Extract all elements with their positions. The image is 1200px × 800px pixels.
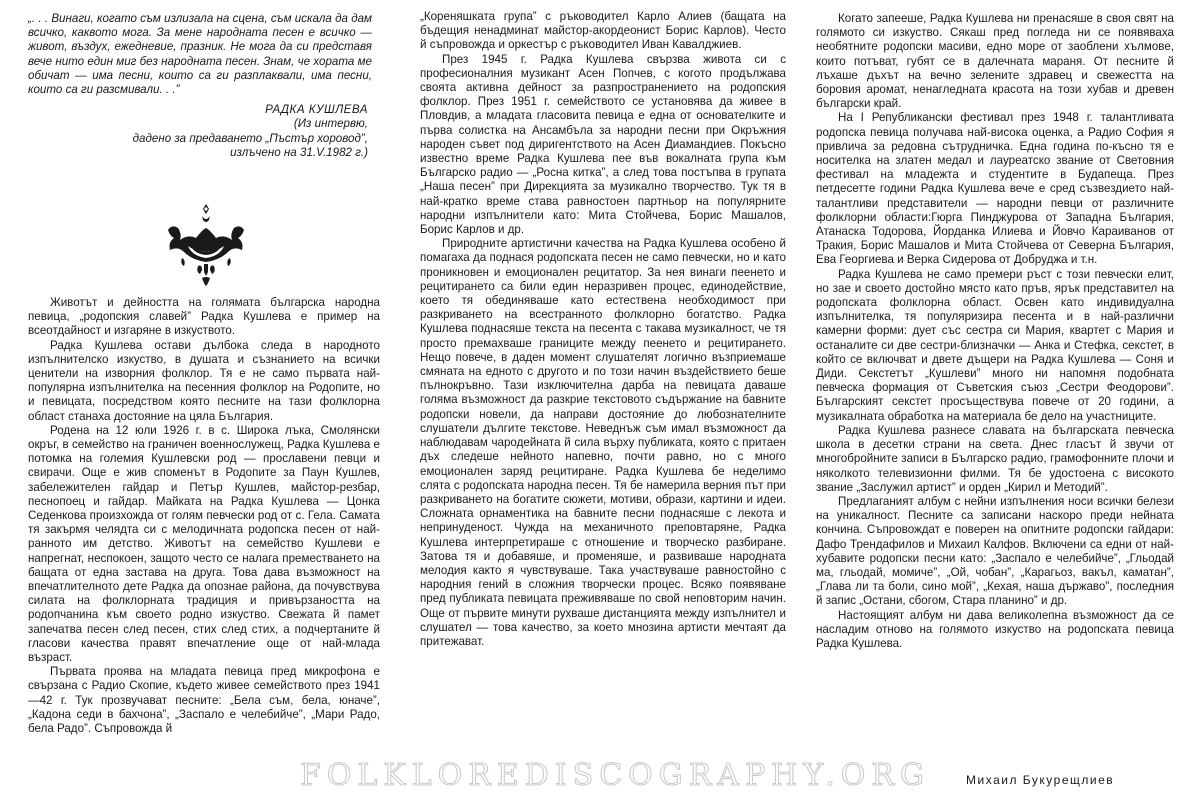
body-paragraph: Родена на 12 юли 1926 г. в с. Широка лъка, Смолянски окръг, в семейство на граничен военнослужещ, Радка Кушлева е потомка на големия Кушлевски род — прославени певци и свирачи. Още е жив споменът в Родопите за Паун Кушлев, забележителен гайдар и Петър Кушлев, майстор-резбар, песнопоец и гайдар. Майката на Радка Кушлева — Цонка Седенкова произхожда от голям певчески род от с. Гела. Самата тя закърмя челядта си с мелодичната родопска песен от най-ранното им детство. Животът на семейство Кушлеви е напрегнат, неспокоен, защото често се налага преместването на бащата от една застава на друга. Това дава възможност на впечатлителното дете Радка да опознае района, да почувствува силата на фолклорната традиция и привързаността на родопчанина към своето родно изкуство. Свежата й памет запечатва песен след песен, стих след стих, а подчертаните й гласови качества правят впечатление още от най-млада възраст.: [28, 423, 380, 665]
epigraph-source-line: (Из интервю,: [293, 117, 368, 131]
epigraph-text: „. . . Винаги, когато съм излизала на сцена, съм искала да дам всичко, каквото мога. За мене народната песен е всичко — живот, въздух, ежедневие, празник. Не мога да си представя вече нито един миг без народната песен. Знам, че хората ме обичат — има песни, които са ги разплаквали, има песни, които са ги разсмивали. . .”: [28, 12, 372, 97]
epigraph-attribution: [28, 103, 368, 160]
epigraph-author: РАДКА КУШЛЕВА: [265, 103, 368, 117]
body-paragraph: Когато запееше, Радка Кушлева ни пренасяше в своя свят на голямото си изкуство. Сякаш пред погледа ни се появяваха необятните родопски масиви, едно море от заоблени хълмове, които потъват, губят се в далечната мараня. От песните й лъхаше дъхът на вечно зелените здравец и свежестта на боровия аромат, ненагледната красота на този хубав и древен български край.: [816, 12, 1174, 111]
body-paragraph: Природните артистични качества на Радка Кушлева особено й помагаха да поднася родопската песен не само певчески, но и като проникновен и емоционален рецитатор. За нея винаги пеенето и рецитирането са били един неразривен процес, единодействие, което тя обединяваше като естествена необходимост при разкриването на всестранното фолклорно богатство. Радка Кушлева поднасяше текста на песента с такава музикалност, че тя просто премахваше границите между пеенето и рецитирането. Нещо повече, в даден момент слушателят логично възприемаше смяната на едното с другото и по този начин въздействието беше пълнокръвно. Тази изключителна дарба на певицата даваше голяма възможност да разкрие текстовото съдържание на бавните родопски новели, да направи достояние до любознателните слушатели дългите текстове. Неведнъж съм имал възможност да наблюдавам чародейната й сила върху публиката, която с притаен дъх следеше нейното напевно, почти равно, но с много емоционален заряд рецитиране. Радка Кушлева бе неделимо слята с родопската народна песен. Тя бе намерила верния път при разкриването на богатите сюжети, мотиви, образи, картини и идеи. Сложната орнаментика на бавните песни поднасяше с лекота и непринуденост. Чужда на механичното преповтаряне, Радка Кушлева интерпретираше с отношение и творческо разбиране. Затова тя и добавяше, и променяше, и развиваше народната мелодия както я чувствуваше. Така участвуваше равностойно с народния гений в сложния творчески процес. Всяко появяване пред публиката певицата преживяваше по свой неповторим начин. Още от първите минути рухваше дистанцията между изпълнител и слушател — това качество, за което мнозина артисти мечтаят да притежават.: [420, 237, 786, 648]
left-body: [28, 296, 380, 736]
body-paragraph: Първата проява на младата певица пред микрофона е свързана с Радио Скопие, където живее семейството през 1941—42 г. Тук прозвучават песните: „Бела съм, бела, юначе”, „Кадона седи в бахчона”, „Заспало е челебийче”, „Мари Радо, бела Радо”. Съпровожда й: [28, 665, 380, 736]
body-paragraph: Настоящият албум ни дава великолепна възможност да се насладим отново на голямото изкуство на родопската певица Радка Кушлева.: [816, 608, 1174, 650]
author-signature: Михаил Букурещлиев: [966, 773, 1115, 787]
body-paragraph: Радка Кушлева разнесе славата на българската певческа школа в десетки страни на света. Днес гласът й звучи от многобройните записи в Българско радио, грамофонните плочи и няколкото телевизионни филми. Тя бе удостоена с високото звание „Заслужил артист” и орден „Кирил и Методий”.: [816, 423, 1174, 494]
site-watermark: FOLKLOREDISCOGRAPHY.ORG: [300, 758, 930, 793]
left-column: [28, 12, 380, 160]
body-paragraph: През 1945 г. Радка Кушлева свързва живота си с професионалния музикант Асен Попчев, с когото продължава своята активна дейност за разпространението на родопския фолклор. През 1951 г. семейството се установява да живее в Пловдив, а младата гласовита певица е една от основателките и първа солистка на Ансамбъла за народни песни при Окръжния народен съвет под диригентството на Асен Диамандиев. Покъсно известно време Радка Кушлева пее във вокалната група към Българско радио — „Росна китка”, а след това постъпва в групата „Наша песен” при Дирекцията за музикално творчество. Тук тя в най-кратко време става равностоен партньор на популярните народни изпълнители като: Мита Стойчева, Борис Машалов, Борис Карлов и др.: [420, 52, 786, 237]
body-paragraph: Радка Кушлева не само премери ръст с този певчески елит, но зае и своето достойно място като пръв, ярък представител на родопската фолклорна област. Освен като индивидуална изпълнителка, тя популяризира песента и в най-различни камерни форми: дует със сестра си Мария, квартет с Мария и останалите си две сестри-близначки — Анка и Стефка, секстет, в който се включват и двете дъщери на Радка Кушлева — Соня и Диди. Секстетът „Кушлеви” много ни напомня подобната певческа формация от Съветския съюз „Сестри Феодорови”. Българският секстет просъществува повече от 20 години, а музикалната обработка на материала бе дело на участниците.: [816, 267, 1174, 423]
middle-column: [420, 10, 786, 649]
epigraph-quote: [28, 12, 380, 97]
body-paragraph: Животът и дейността на голямата българска народна певица, „родопския славей” Радка Кушлева е пример на всеотдайност и изгаряне в изкуството.: [28, 296, 380, 338]
epigraph-source-line: дадено за предаването „Пъстър хоровод”,: [132, 131, 368, 145]
epigraph-source-line: излъчено на 31.V.1982 г.): [230, 145, 368, 159]
body-paragraph: Радка Кушлева остави дълбока следа в народното изпълнителско изкуство, в душата и съзнанието на всички ценители на изворния фолклор. Тя е не само първата най-популярна изпълнителка на песенния фолклор на Родопите, но и певицата, посредством която песните на тази фолклорна област станаха достояние на цяла България.: [28, 338, 380, 423]
body-paragraph: На I Републикански фестивал през 1948 г. талантливата родопска певица получава най-висока оценка, а Радио София я привлича за редовна сътрудничка. Една година по-късно тя е носителка на златен медал и лауреатско звание от Световния фестивал на младежта и студентите в Будапеща. През петдесетте години Радка Кушлева вече е сред съзвездието най-талантливи представители — народни певци от различните фолклорни области:Гюрга Пинджурова от Западна България, Атанаска Тодорова, Йорданка Илиева и Йовчо Караиванов от Тракия, Борис Машалов и Мита Стойчева от Северна България, Ева Георгиева и Верка Сидерова от Добруджа и т.н.: [816, 111, 1174, 267]
right-column: [816, 12, 1174, 651]
folk-ornament-icon: [162, 200, 250, 296]
body-paragraph: Предлаганият албум с нейни изпълнения носи всички белези на уникалност. Песните са записани наскоро преди нейната кончина. Съпровождат е поверен на опитните родопски гайдари: Дафо Трендафилов и Михаил Калфов. Включени са едни от най-хубавите родопски песни като: „Заспало е челебийче”, „Гльодай ма, гльодай, момиче”, „Ой, чобан”, „Карагьоз, вакъл, каматан”, „Глава ли та боли, сино мой”, „Кехая, наша държаво”, последния й запис „Остани, сбогом, Стара планино” и др.: [816, 494, 1174, 608]
body-paragraph: „Кореняшката група” с ръководител Карло Алиев (бащата на бъдещия ненадминат майстор-акордеонист Борис Карлов). Често й съпровожда и оркестър с ръководител Иван Кавалджиев.: [420, 10, 786, 52]
